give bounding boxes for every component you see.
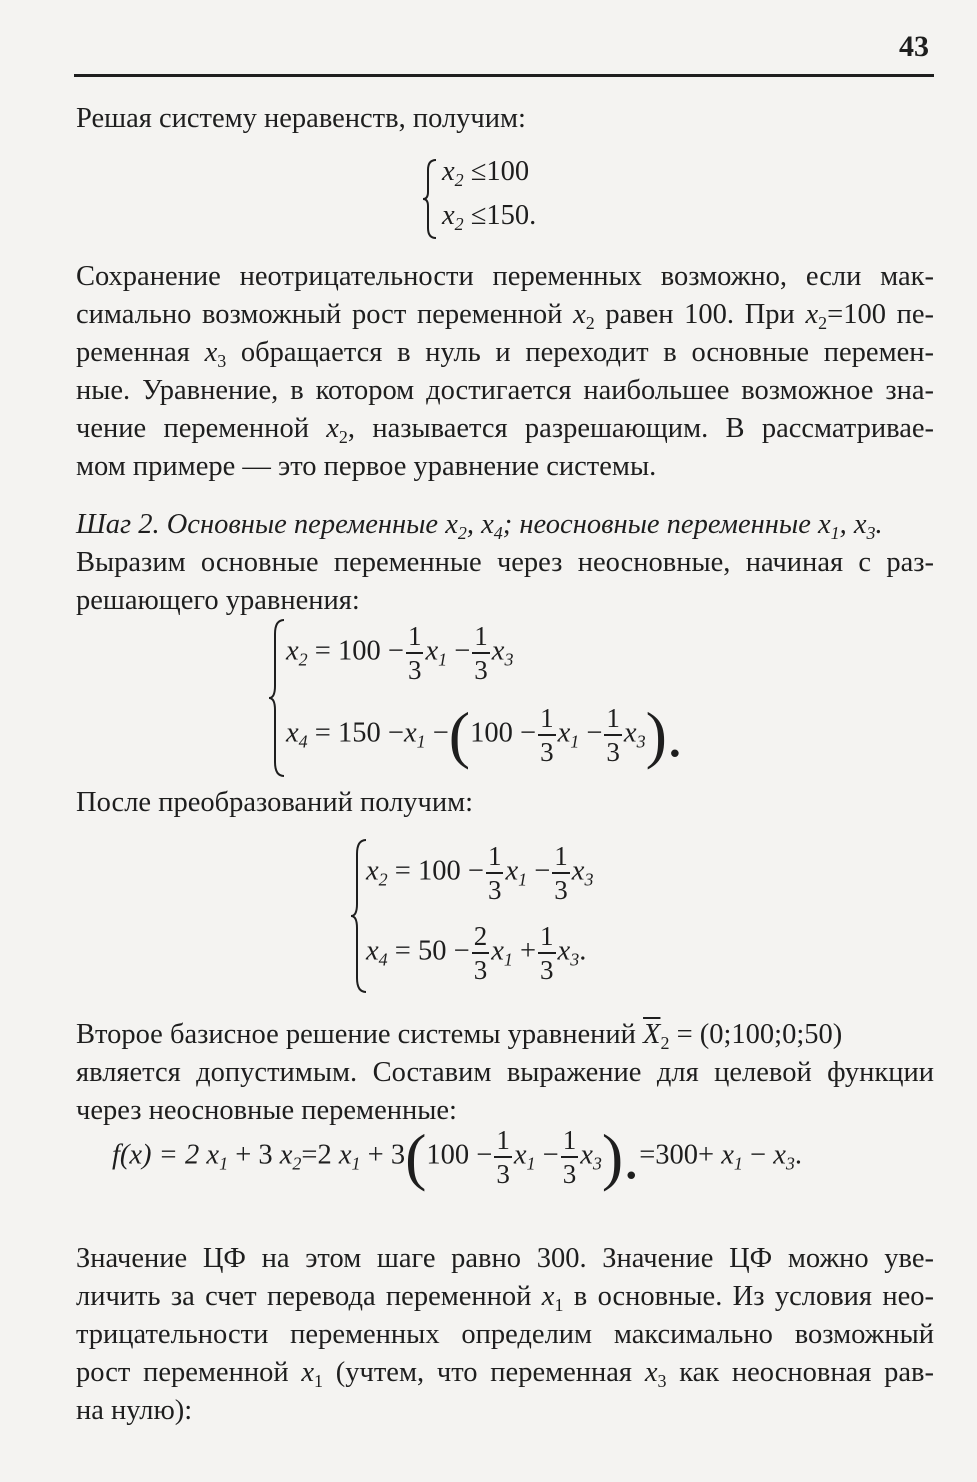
- left-brace-icon: [268, 618, 286, 778]
- intro-text: Решая систему неравенств, получим:: [76, 103, 526, 134]
- system-1-equation-1: $x_2 = 100$ − $\frac{1}{3}$ $x_1$ − $\frac{1}{3}$ $x_3$: [286, 621, 514, 685]
- objective-function: f(x) = 2 $x_1 + 3$ $x_2=2$ $x_1 + 3(100$ − $\frac{1}{3}$ $x_1$ − $\frac{1}{3}$ $x_3).=300+ x_1 - x_3$.: [112, 1121, 802, 1192]
- inequality-line-1: $x_2 \le 100$: [442, 156, 530, 190]
- paragraph-1: Сохранение неотрицательности переменных возможно, если мак- симально возможный рост переменной $x_2$ равен 100. При $x_2=100$ пе- ременная $x_3$ обращается в нуль и переходит в основные перемен- ные. Уравнение, в котором достигается наибольшее возможное зна- чение переменной $x_2$, называется разрешающим. В рассматривае- мом примере — это первое уравнение системы.: [76, 261, 935, 482]
- system-1-equation-2: $x_4 = 150 -x_1 -(100$ − $\frac{1}{3}$ $x_1$ − $\frac{1}{3}$ $x_3$).: [286, 699, 683, 770]
- left-brace-icon: [422, 158, 438, 240]
- after-transform-text: После преобразований получим:: [76, 787, 474, 818]
- paragraph-2: Выразим основные переменные через неосновные, начиная с раз- решающего уравнения:: [76, 547, 934, 616]
- paragraph-3: Второе базисное решение системы уравнений $\overline{X}_2$ = (0;100;0;50) является допустимым. Составим выражение для целевой функции через неосновные переменные:: [76, 1019, 934, 1126]
- equation-system-1: [268, 618, 708, 778]
- step-2-heading: Шаг 2. Основные переменные $x_2$, $x_4$; неосновные переменные $x_1$, $x_3$.: [76, 509, 883, 543]
- system-2-equation-1: $x_2 = 100$ − $\frac{1}{3}$ $x_1$ − $\frac{1}{3}$ $x_3$: [366, 841, 594, 905]
- equation-system-2: [350, 838, 650, 994]
- header-rule: [74, 74, 934, 77]
- inequality-line-2: $x_2 \le 150$.: [442, 200, 537, 234]
- paragraph-4: Значение ЦФ на этом шаге равно 300. Значение ЦФ можно уве- личить за счет перевода переменной $x_1$ в основные. Из условия нео- трицательности переменных определим максимально возможный рост переменной $x_1$ (учтем, что переменная $x_3$ как неосновная рав- на нулю):: [76, 1243, 935, 1426]
- system-2-equation-2: $x_4 = 50$ − $\frac{2}{3}$ $x_1$ + $\frac{1}{3}$ $x_3$.: [366, 921, 587, 985]
- page-number: 43: [899, 30, 929, 63]
